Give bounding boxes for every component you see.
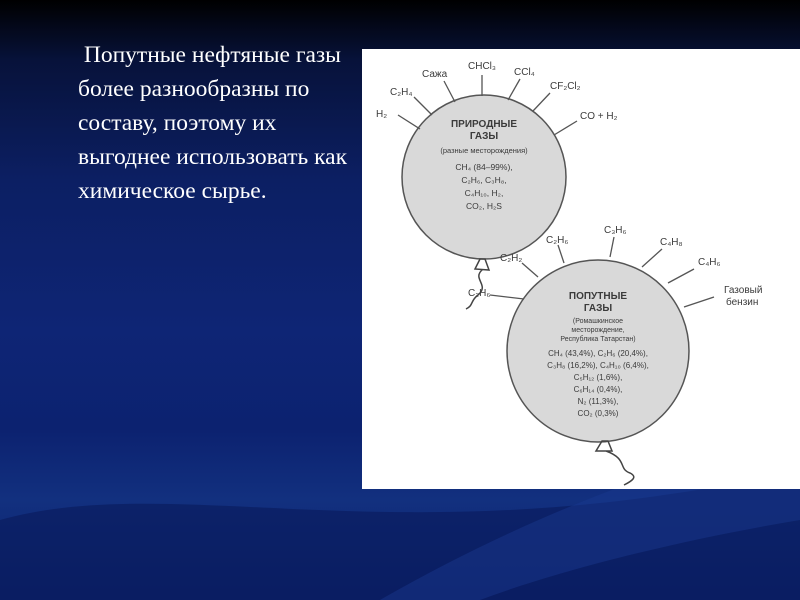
- associated-subtitle-line: Республика Татарстан): [560, 336, 636, 343]
- natural-product-label: CCl₄: [514, 67, 535, 78]
- associated-composition-line: CH₄ (43,4%), C₂H₆ (20,4%),: [548, 349, 648, 358]
- natural-product-label: CO + H₂: [580, 111, 618, 122]
- associated-composition-line: C₃H₈ (16,2%), C₄H₁₀ (6,4%),: [547, 361, 649, 370]
- natural-composition-line: CO₂, H₂S: [466, 201, 502, 211]
- natural-product-label: CHCl₃: [468, 61, 496, 72]
- natural-product-label: Сажа: [422, 69, 448, 80]
- natural-gases-title: ПРИРОДНЫЕ: [450, 119, 518, 130]
- associated-product-label: C₂H₂: [500, 253, 523, 264]
- associated-product-label: Газовый: [724, 285, 763, 296]
- slide-body-text: [78, 38, 358, 208]
- natural-gases-title-line2: ГАЗЫ: [469, 131, 499, 142]
- natural-product-label: H₂: [376, 109, 388, 120]
- associated-subtitle-line: месторождение,: [571, 327, 625, 334]
- associated-product-label: C₃H₆: [604, 225, 627, 236]
- associated-composition-line: CO₂ (0,3%): [577, 409, 619, 418]
- associated-gases-balloon: [468, 225, 762, 485]
- gas-diagram-figure: [362, 49, 800, 489]
- associated-composition-line: C₆H₁₄ (0,4%),: [573, 385, 623, 394]
- natural-composition-line: C₄H₁₀, H₂,: [464, 188, 504, 198]
- associated-subtitle-line: (Ромашкинское: [572, 318, 624, 325]
- natural-product-label: C₂H₄: [390, 87, 413, 98]
- natural-gases-subtitle: (разные месторождения): [440, 146, 528, 155]
- natural-product-label: CF₂Cl₂: [550, 81, 581, 92]
- associated-product-label: C₄H₆: [698, 257, 721, 268]
- paragraph: Попутные нефтяные газы более разнообразны по составу, поэтому их выгоднее использовать как химическое сырье.: [78, 42, 353, 204]
- associated-gases-title-line2: ГАЗЫ: [583, 303, 613, 314]
- associated-product-label: C₂H₆: [546, 235, 569, 246]
- natural-composition-line: CH₄ (84–99%),: [455, 162, 513, 172]
- balloon-string: [596, 441, 634, 485]
- balloon-string: [466, 259, 489, 309]
- associated-gases-title: ПОПУТНЫЕ: [568, 291, 628, 302]
- gas-diagram: [362, 49, 800, 489]
- associated-product-label: бензин: [726, 297, 759, 308]
- natural-composition-line: C₂H₆, C₃H₈,: [461, 175, 507, 185]
- associated-product-label: C₂H₆: [468, 288, 491, 299]
- associated-composition-line: C₅H₁₂ (1,6%),: [573, 373, 623, 382]
- associated-product-label: C₄H₈: [660, 237, 683, 248]
- associated-composition-line: N₂ (11,3%),: [577, 397, 619, 406]
